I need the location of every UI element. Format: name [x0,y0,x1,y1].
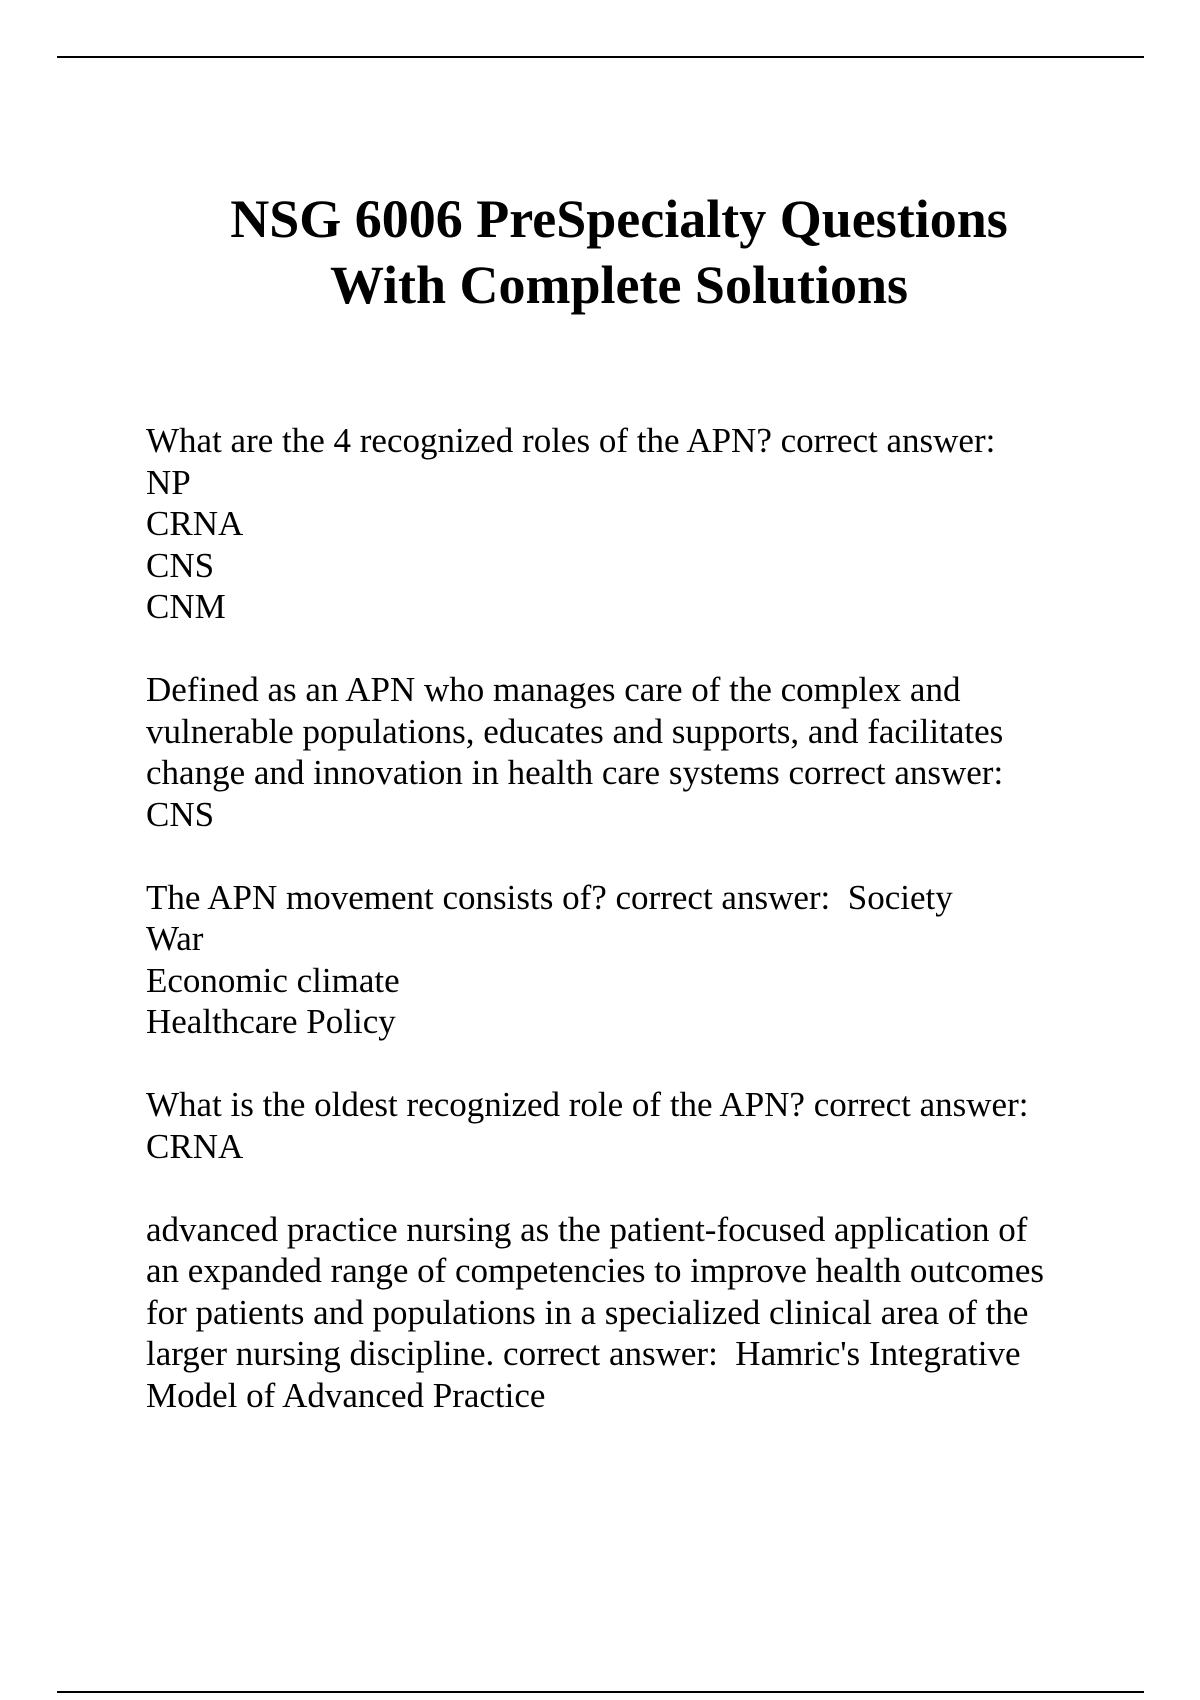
document-title [0,186,1200,318]
qa-line: an expanded range of competencies to improve health outcomes [146,1251,1045,1290]
qa-block [146,1084,1136,1167]
qa-line: advanced practice nursing as the patient-focused application of [146,1209,1028,1249]
qa-line: CNM [146,587,226,626]
qa-block [146,877,1136,1043]
qa-line: The APN movement consists of? correct answer: Society [146,877,953,917]
bottom-divider [57,1691,1144,1693]
qa-line: CRNA [146,1126,244,1166]
top-divider [57,56,1144,58]
qa-line: NP [146,462,191,502]
qa-line: War [146,919,204,958]
qa-line: for patients and populations in a specialized clinical area of the [146,1292,1029,1332]
qa-block [146,420,1136,628]
qa-line: Healthcare Policy [146,1002,396,1041]
qa-line: CNS [146,545,215,585]
qa-line: What is the oldest recognized role of the APN? correct answer: [146,1085,1029,1124]
qa-line: Model of Advanced Practice [146,1375,546,1415]
title-line: With Complete Solutions [329,255,909,315]
document-body [146,420,1136,1458]
title-line: NSG 6006 PreSpecialty Questions [230,189,1008,249]
qa-block [146,669,1136,835]
qa-line: What are the 4 recognized roles of the APN? correct answer: [146,421,996,460]
qa-line: Defined as an APN who manages care of the complex and [146,670,961,709]
qa-line: CRNA [146,504,244,543]
qa-line: CNS [146,794,215,834]
qa-line: vulnerable populations, educates and supports, and facilitates [146,711,1004,751]
qa-line: Economic climate [146,960,400,1000]
qa-block [146,1209,1136,1417]
qa-line: larger nursing discipline. correct answer: Hamric's Integrative [146,1334,1021,1373]
qa-line: change and innovation in health care systems correct answer: [146,753,1004,792]
